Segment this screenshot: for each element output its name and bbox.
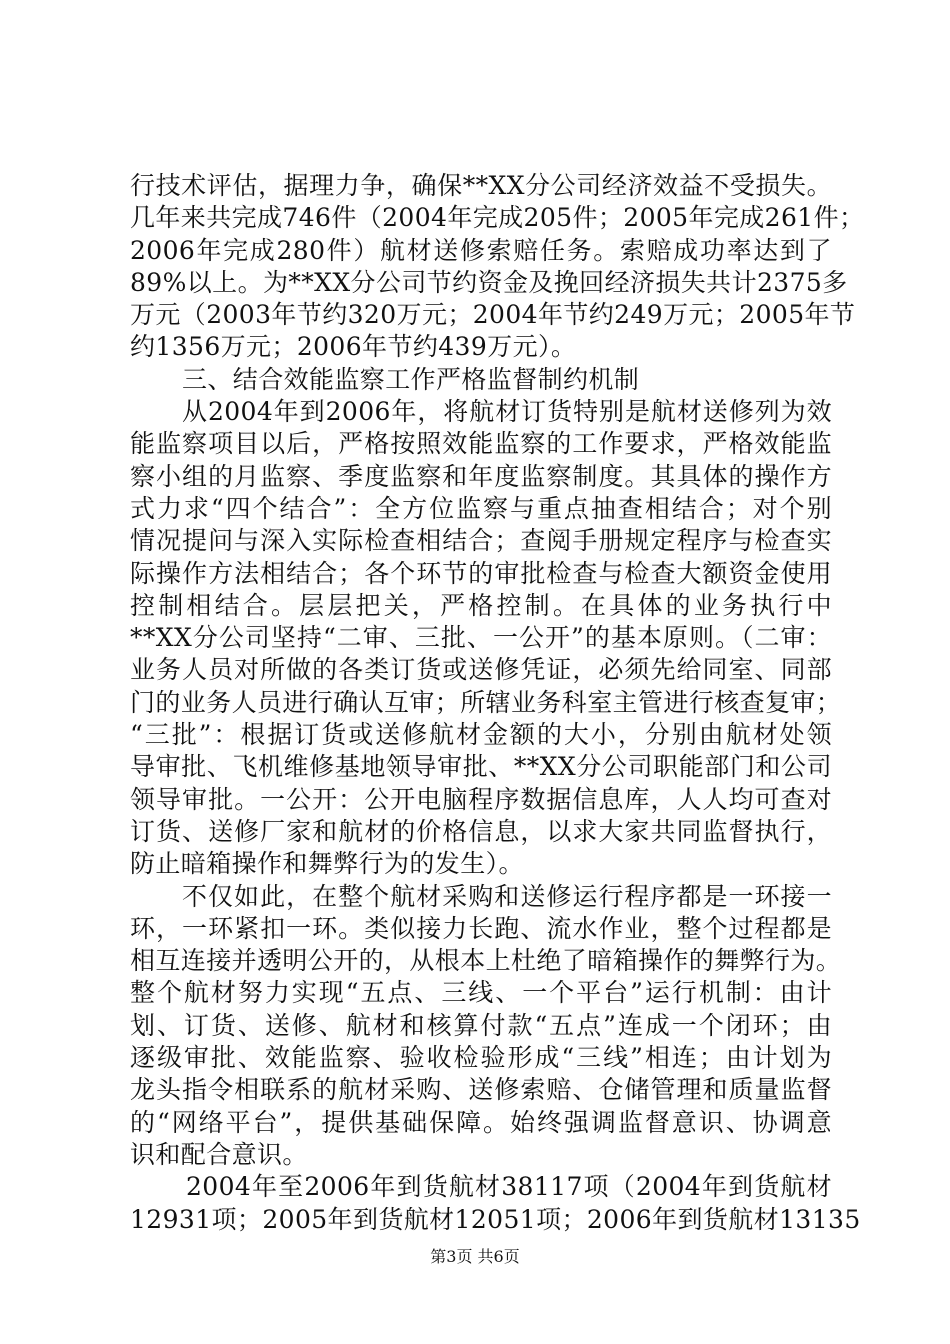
text-line: 识和配合意识。	[130, 1139, 308, 1169]
text-line: 环，一环紧扣一环。类似接力长跑、流水作业，整个过程都是	[130, 913, 832, 943]
text-line: 际操作方法相结合；各个环节的审批检查与检查大额资金使用	[130, 558, 832, 588]
text-line: 龙头指令相联系的航材采购、送修索赔、仓储管理和质量监督	[130, 1075, 832, 1105]
text-line: 的“网络平台”，提供基础保障。始终强调监督意识、协调意	[130, 1107, 832, 1137]
text-line: 情况提问与深入实际检查相结合；查阅手册规定程序与检查实	[130, 526, 832, 556]
text-line: **XX分公司坚持“二审、三批、一公开”的基本原则。（二审：	[130, 623, 832, 653]
text-line: 2006年完成280件）航材送修索赔任务。索赔成功率达到了	[130, 235, 832, 265]
text-line: 逐级审批、效能监察、验收检验形成“三线”相连；由计划为	[130, 1043, 832, 1073]
text-line: 式力求“四个结合”：全方位监察与重点抽查相结合；对个别	[130, 493, 832, 523]
document-body	[130, 170, 865, 1236]
text-line: 不仅如此，在整个航材采购和送修运行程序都是一环接一	[182, 881, 832, 911]
text-line: 万元（2003年节约320万元；2004年节约249万元；2005年节	[130, 300, 856, 330]
text-line: 整个航材努力实现“五点、三线、一个平台”运行机制：由计	[130, 978, 832, 1008]
text-line: 防止暗箱操作和舞弊行为的发生）。	[130, 849, 524, 879]
text-line: 行技术评估，据理力争，确保**XX分公司经济效益不受损失。	[130, 171, 832, 200]
text-line: 业务人员对所做的各类订货或送修凭证，必须先给同室、同部	[130, 655, 832, 685]
text-line: 控制相结合。层层把关，严格控制。在具体的业务执行中	[130, 590, 832, 620]
text-line: 从2004年到2006年，将航材订货特别是航材送修列为效	[182, 397, 832, 427]
text-line: 门的业务人员进行确认互审；所辖业务科室主管进行核查复审；	[130, 687, 842, 717]
text-line: 几年来共完成746件（2004年完成205件；2005年完成261件；	[130, 203, 865, 233]
text-line: 察小组的月监察、季度监察和年度监察制度。其具体的操作方	[130, 461, 832, 491]
text-line: 相互连接并透明公开的，从根本上杜绝了暗箱操作的舞弊行为。	[130, 946, 842, 976]
text-line: 导审批、飞机维修基地领导审批、**XX分公司职能部门和公司	[130, 752, 832, 782]
text-line: 领导审批。一公开：公开电脑程序数据信息库，人人均可查对	[130, 784, 832, 814]
text-line: 划、订货、送修、航材和核算付款“五点”连成一个闭环；由	[130, 1010, 832, 1040]
text-line: 能监察项目以后，严格按照效能监察的工作要求，严格效能监	[130, 429, 832, 459]
text-line: 三、结合效能监察工作严格监督制约机制	[182, 364, 640, 394]
text-line: 89%以上。为**XX分公司节约资金及挽回经济损失共计2375多	[130, 267, 848, 297]
text-line: 订货、送修厂家和航材的价格信息，以求大家共同监督执行，	[130, 816, 832, 846]
text-line: 约1356万元；2006年节约439万元）。	[130, 332, 577, 362]
page-footer: 第3页 共6页	[430, 1247, 520, 1266]
text-line: “三批”：根据订货或送修航材金额的大小，分别由航材处领	[130, 720, 832, 750]
text-line: 2004年至2006年到货航材38117项（2004年到货航材	[186, 1172, 832, 1202]
text-line: 12931项；2005年到货航材12051项；2006年到货航材13135	[130, 1204, 861, 1234]
